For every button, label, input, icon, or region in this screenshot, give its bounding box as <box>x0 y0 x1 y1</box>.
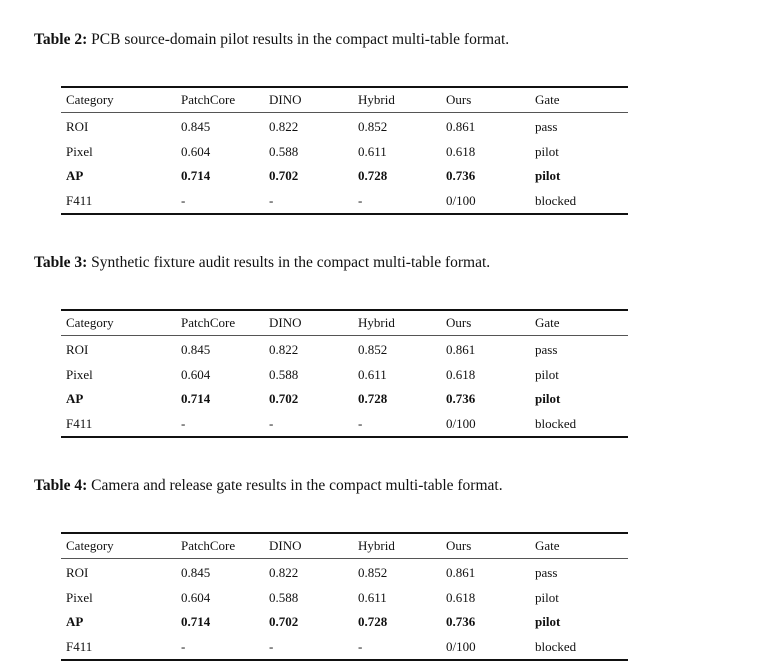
table-row <box>61 115 628 140</box>
table-cell: pilot <box>535 589 559 605</box>
table-cell: Pixel <box>66 143 93 159</box>
table-cell: 0.588 <box>269 366 299 382</box>
caption-text: PCB source-domain pilot results in the compact multi-table format. <box>87 31 510 48</box>
table-header-row <box>61 534 628 559</box>
header-cell: Gate <box>535 92 560 107</box>
table-cell: 0/100 <box>446 638 476 654</box>
table-cell: 0.618 <box>446 589 476 605</box>
table-cell: 0.852 <box>358 119 388 134</box>
table-cell: 0.736 <box>446 614 476 629</box>
header-cell: Gate <box>535 315 560 330</box>
caption-label: Table 4: <box>34 477 88 494</box>
table-cell: 0.702 <box>269 391 299 406</box>
table-cell: pass <box>535 342 558 357</box>
table-cell: pilot <box>535 391 561 406</box>
table-row <box>61 189 628 214</box>
table-cell: F411 <box>66 415 93 431</box>
table-cell: ROI <box>66 565 89 580</box>
table-cell: 0.822 <box>269 342 299 357</box>
header-cell: Category <box>66 538 114 553</box>
table-cell: 0.728 <box>358 168 388 183</box>
table-row-bold <box>61 164 628 189</box>
table-cell: 0.714 <box>181 614 211 629</box>
table-cell: 0.604 <box>181 589 211 605</box>
table-cell: 0.845 <box>181 119 211 134</box>
table-2-caption <box>34 31 509 49</box>
table-cell: 0.588 <box>269 143 299 159</box>
table-cell: pilot <box>535 168 561 183</box>
table-cell: 0.618 <box>446 143 476 159</box>
table-header-row <box>61 311 628 336</box>
caption-text: Synthetic fixture audit results in the compact multi-table format. <box>87 254 491 271</box>
table-cell: Pixel <box>66 366 93 382</box>
table-cell: 0.588 <box>269 589 299 605</box>
table-cell: 0.845 <box>181 565 211 580</box>
table-3-caption <box>34 254 490 272</box>
table-cell: pilot <box>535 366 559 382</box>
table-cell: 0.861 <box>446 565 476 580</box>
table-row <box>61 412 628 437</box>
table-cell: 0.852 <box>358 342 388 357</box>
table-row <box>61 586 628 611</box>
table-cell: 0.736 <box>446 391 476 406</box>
header-cell: DINO <box>269 92 302 107</box>
table-row <box>61 338 628 363</box>
table-cell: blocked <box>535 415 577 431</box>
table-cell: - <box>358 415 363 431</box>
table-cell: 0.714 <box>181 168 211 183</box>
table-header-row <box>61 88 628 113</box>
table-cell: 0.861 <box>446 342 476 357</box>
table-cell: blocked <box>535 638 577 654</box>
table-4 <box>61 532 628 661</box>
table-cell: 0.714 <box>181 391 211 406</box>
table-cell: 0.702 <box>269 614 299 629</box>
table-cell: - <box>181 192 186 208</box>
header-cell: Ours <box>446 92 472 107</box>
table-cell: 0.611 <box>358 143 387 159</box>
header-cell: Gate <box>535 538 560 553</box>
table-cell: pass <box>535 565 558 580</box>
table-cell: 0.822 <box>269 565 299 580</box>
header-cell: DINO <box>269 315 302 330</box>
table-cell: Pixel <box>66 589 93 605</box>
caption-text: Camera and release gate results in the compact multi-table format. <box>87 477 503 494</box>
header-cell: Ours <box>446 315 472 330</box>
header-cell: DINO <box>269 538 302 553</box>
table-cell: 0.728 <box>358 391 388 406</box>
header-cell: Category <box>66 92 114 107</box>
header-cell: PatchCore <box>181 92 236 107</box>
table-cell: blocked <box>535 192 577 208</box>
table-cell: 0.618 <box>446 366 476 382</box>
table-cell: AP <box>66 614 84 629</box>
header-cell: Category <box>66 315 114 330</box>
table-cell: 0.845 <box>181 342 211 357</box>
table-cell: - <box>269 192 274 208</box>
table-cell: AP <box>66 168 84 183</box>
table-cell: - <box>358 192 363 208</box>
table-row-bold <box>61 387 628 412</box>
header-cell: Ours <box>446 538 472 553</box>
table-cell: 0/100 <box>446 192 476 208</box>
table-cell: 0/100 <box>446 415 476 431</box>
table-cell: 0.702 <box>269 168 299 183</box>
table-4-caption <box>34 477 503 495</box>
table-cell: 0.822 <box>269 119 299 134</box>
table-row <box>61 140 628 165</box>
table-cell: - <box>358 638 363 654</box>
table-cell: AP <box>66 391 84 406</box>
table-3 <box>61 309 628 438</box>
table-cell: - <box>269 415 274 431</box>
table-cell: F411 <box>66 638 93 654</box>
header-cell: Hybrid <box>358 92 395 107</box>
table-cell: 0.728 <box>358 614 388 629</box>
table-cell: pilot <box>535 614 561 629</box>
table-cell: 0.611 <box>358 589 387 605</box>
table-cell: pilot <box>535 143 559 159</box>
table-row <box>61 635 628 660</box>
table-cell: 0.611 <box>358 366 387 382</box>
table-2 <box>61 86 628 215</box>
table-cell: ROI <box>66 119 89 134</box>
caption-label: Table 2: <box>34 31 88 48</box>
table-cell: - <box>181 415 186 431</box>
table-row <box>61 561 628 586</box>
table-row <box>61 363 628 388</box>
table-cell: 0.736 <box>446 168 476 183</box>
table-row-bold <box>61 610 628 635</box>
table-cell: pass <box>535 119 558 134</box>
header-cell: Hybrid <box>358 538 395 553</box>
table-cell: 0.604 <box>181 143 211 159</box>
table-cell: 0.861 <box>446 119 476 134</box>
table-cell: ROI <box>66 342 89 357</box>
table-cell: 0.852 <box>358 565 388 580</box>
table-cell: 0.604 <box>181 366 211 382</box>
header-cell: PatchCore <box>181 538 236 553</box>
caption-label: Table 3: <box>34 254 88 271</box>
header-cell: PatchCore <box>181 315 236 330</box>
table-cell: - <box>181 638 186 654</box>
header-cell: Hybrid <box>358 315 395 330</box>
table-cell: F411 <box>66 192 93 208</box>
table-cell: - <box>269 638 274 654</box>
